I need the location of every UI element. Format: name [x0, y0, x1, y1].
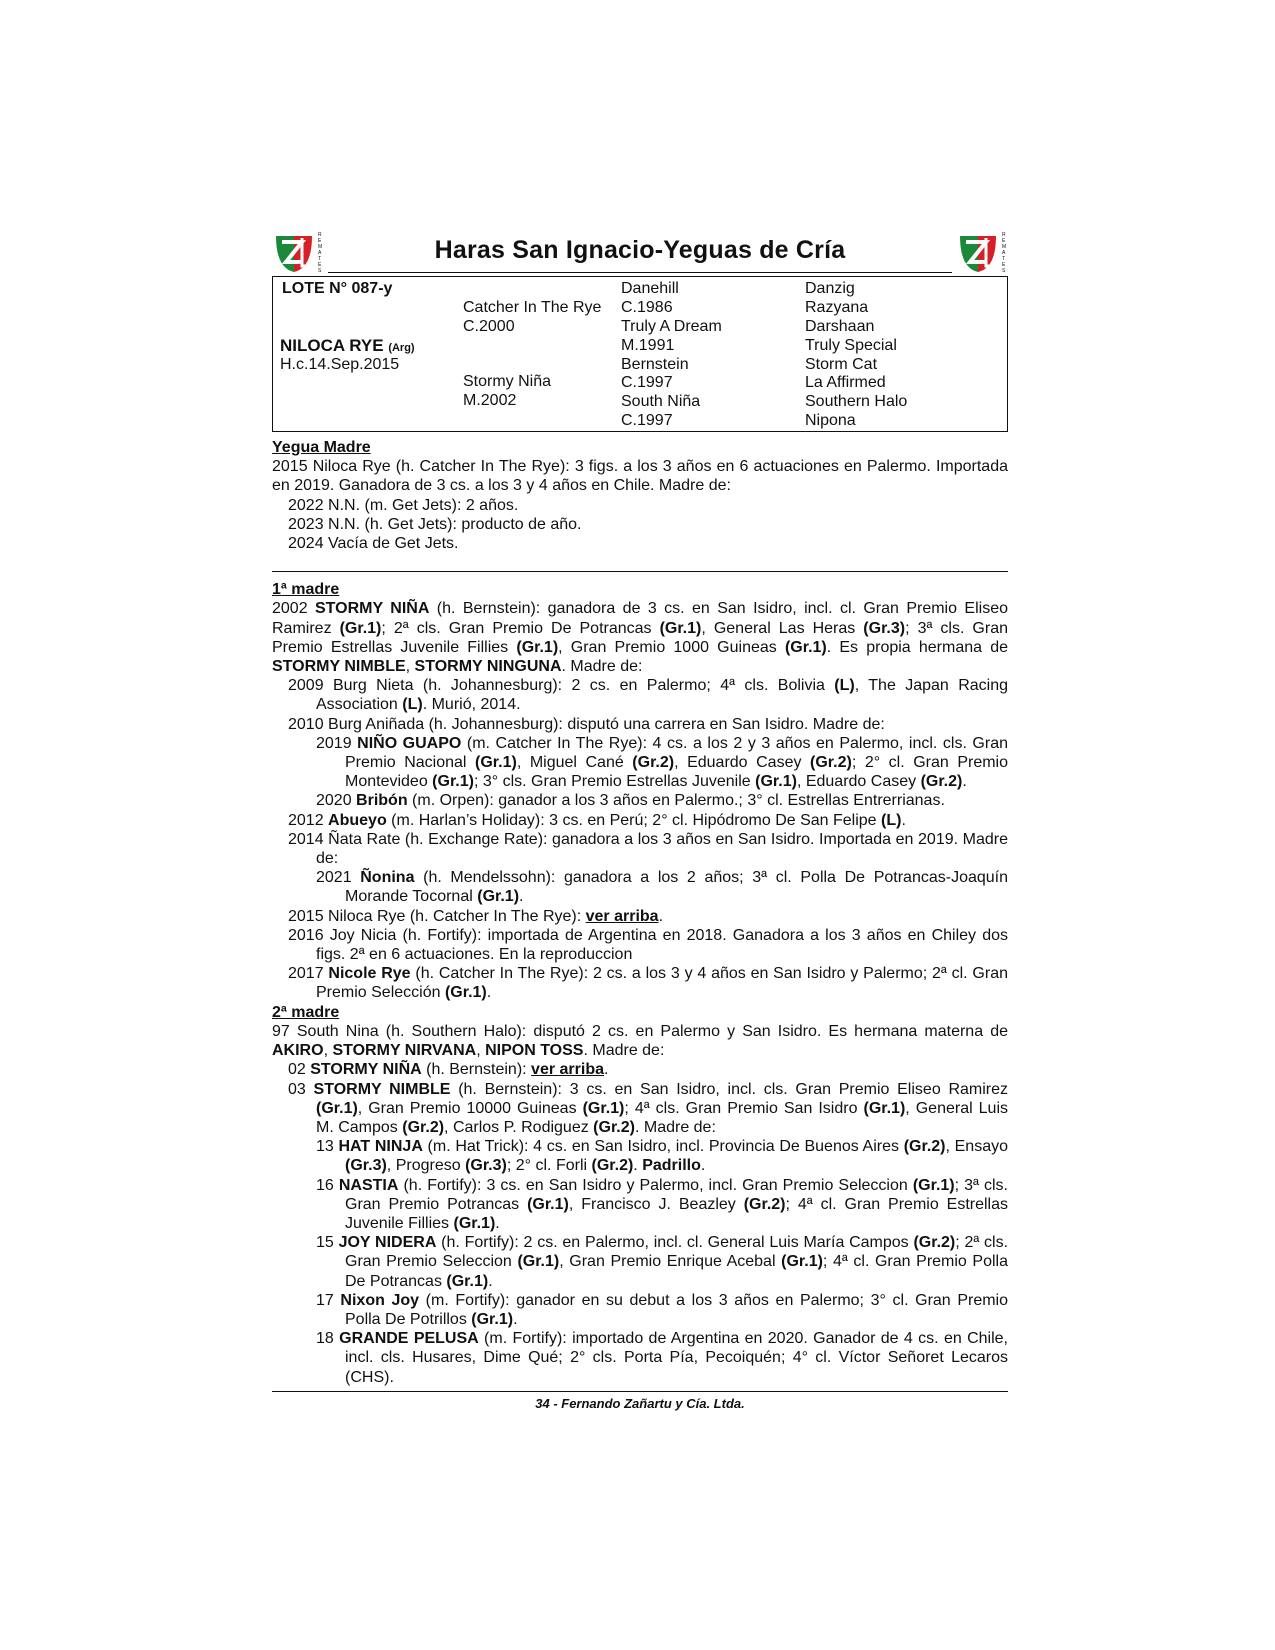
svg-text:M: M	[318, 244, 323, 250]
produce-entry: 02 STORMY NIÑA (h. Bernstein): ver arriba.	[288, 1061, 609, 1079]
sire-name: Catcher In The Rye	[463, 299, 602, 316]
pedigree-gen2: C.1997	[621, 374, 673, 391]
svg-text:R: R	[318, 232, 322, 238]
produce-entry: 2019 NIÑO GUAPO (m. Catcher In The Rye): 4 cs. a los 2 y 3 años en Palermo, incl. cls. Gran Premio Nacional (Gr.1), Miguel Cané (Gr.2), Eduardo Casey (Gr.2); 2° cl. Gran Premio Montevideo (Gr.1); 3° cls. Gran Premio Estrellas Juvenile (Gr.1), Eduardo Casey (Gr.2).	[316, 734, 1009, 791]
produce-entry: 2017 Nicole Rye (h. Catcher In The Rye): 2 cs. a los 3 y 4 años en San Isidro y Palermo; 2ª cl. Gran Premio Selección (Gr.1).	[288, 965, 1009, 1002]
dam-paragraph: 97 South Nina (h. Southern Halo): disputó 2 cs. en Palermo y San Isidro. Es hermana materna de AKIRO, STORMY NIRVANA, NIPON TOSS. Madre de:	[272, 1022, 1008, 1060]
section-heading-2a-madre: 2ª madre	[272, 1003, 340, 1021]
section-heading-yegua-madre: Yegua Madre	[272, 439, 371, 456]
pedigree-gen2: M.1991	[621, 337, 675, 354]
produce-entry: 2016 Joy Nicia (h. Fortify): importada de Argentina en 2018. Ganadora a los 3 años en Chiley dos figs. 2ª en 6 actuaciones. En la reproduccion	[288, 926, 1008, 964]
pedigree-gen3: Razyana	[805, 299, 869, 316]
pedigree-gen2: Danehill	[621, 280, 679, 297]
lot-number: LOTE N° 087-y	[282, 280, 393, 297]
horse-info: H.c.14.Sep.2015	[280, 356, 400, 373]
pedigree-gen3: Storm Cat	[805, 356, 878, 373]
pedigree-table	[272, 276, 1008, 432]
produce-entry: 2023 N.N. (h. Get Jets): producto de año.	[288, 515, 582, 533]
page-footer: 34 - Fernando Zañartu y Cía. Ltda.	[535, 1395, 745, 1411]
horse-name: NILOCA RYE (Arg)	[280, 336, 415, 355]
catalog-body	[272, 438, 1008, 1387]
footer-rule	[272, 1391, 1008, 1392]
remates-logo-icon	[956, 228, 1008, 274]
produce-entry: 17 Nixon Joy (m. Fortify): ganador en su debut a los 3 años en Palermo; 3° cl. Gran Premio Polla De Potrillos (Gr.1).	[316, 1291, 1008, 1328]
pedigree-gen2: South Niña	[621, 393, 701, 410]
dam-paragraph: 2002 STORMY NIÑA (h. Bernstein): ganadora de 3 cs. en San Isidro, incl. cl. Gran Premio Eliseo Ramirez (Gr.1); 2ª cls. Gran Premio De Potrancas (Gr.1), General Las Heras (Gr.3); 3ª cls. Gran Premio Estrellas Juvenile Fillies (Gr.1), Gran Premio 1000 Guineas (Gr.1). Es propia hermana de STORMY NIMBLE, STORMY NINGUNA. Madre de:	[272, 600, 1009, 676]
svg-text:E: E	[318, 238, 322, 244]
pedigree-gen3: Southern Halo	[805, 393, 908, 410]
page-header	[272, 224, 1008, 274]
svg-text:R: R	[1002, 232, 1006, 238]
pedigree-gen3: La Affirmed	[805, 374, 886, 391]
catalog-page	[272, 224, 1008, 1411]
produce-entry: 2022 N.N. (m. Get Jets): 2 años.	[288, 496, 519, 514]
pedigree-gen3: Darshaan	[805, 318, 875, 335]
sire-year: C.2000	[463, 318, 515, 335]
produce-entry: 2015 Niloca Rye (h. Catcher In The Rye): ver arriba.	[288, 907, 664, 925]
pedigree-gen3: Nipona	[805, 412, 856, 429]
section-divider	[272, 571, 1008, 572]
pedigree-gen2: Truly A Dream	[621, 318, 722, 335]
svg-text:A: A	[318, 250, 322, 256]
produce-entry: 03 STORMY NIMBLE (h. Bernstein): 3 cs. en San Isidro, incl. cls. Gran Premio Eliseo Ramirez (Gr.1), Gran Premio 10000 Guineas (Gr.1); 4ª cls. Gran Premio San Isidro (Gr.1), General Luis M. Campos (Gr.2), Carlos P. Rodiguez (Gr.2). Madre de:	[288, 1080, 1009, 1136]
title-underline	[328, 272, 952, 273]
produce-entry: 2024 Vacía de Get Jets.	[288, 535, 459, 553]
dam-paragraph: 2015 Niloca Rye (h. Catcher In The Rye): 3 figs. a los 3 años en 6 actuaciones en Palermo. Importada en 2019. Ganadora de 3 cs. a los 3 y 4 años en Chile. Madre de:	[272, 458, 1008, 495]
produce-entry: 18 GRANDE PELUSA (m. Fortify): importado de Argentina en 2020. Ganador de 4 cs. en Chile, incl. cls. Husares, Dime Qué; 2° cls. Porta Pía, Pecoiquén; 4° cl. Víctor Señoret Lecaros (CHS).	[316, 1330, 1008, 1386]
produce-entry: 2009 Burg Nieta (h. Johannesburg): 2 cs. en Palermo; 4ª cls. Bolivia (L), The Japan Racing Association (L). Murió, 2014.	[288, 677, 1009, 714]
produce-entry: 16 NASTIA (h. Fortify): 3 cs. en San Isidro y Palermo, incl. Gran Premio Seleccion (Gr.1); 3ª cls. Gran Premio Potrancas (Gr.1), Francisco J. Beazley (Gr.2); 4ª cl. Gran Premio Estrellas Juvenile Fillies (Gr.1).	[316, 1176, 1009, 1232]
svg-text:T: T	[318, 256, 322, 262]
pedigree-gen3: Danzig	[805, 280, 855, 297]
dam-name: Stormy Niña	[463, 373, 552, 390]
remates-logo-icon	[272, 228, 324, 274]
svg-text:S: S	[1002, 268, 1006, 274]
dam-year: M.2002	[463, 392, 517, 409]
produce-entry: 2010 Burg Aniñada (h. Johannesburg): disputó una carrera en San Isidro. Madre de:	[288, 715, 885, 733]
produce-entry: 2012 Abueyo (m. Harlan’s Holiday): 3 cs. en Perú; 2° cl. Hipódromo De San Felipe (L).	[288, 811, 906, 829]
svg-text:S: S	[318, 268, 322, 274]
section-heading-1a-madre: 1ª madre	[272, 581, 340, 599]
pedigree-gen2: C.1997	[621, 412, 673, 429]
pedigree-gen2: C.1986	[621, 299, 673, 316]
svg-text:T: T	[1002, 256, 1006, 262]
svg-text:E: E	[1002, 238, 1006, 244]
produce-entry: 2021 Ñonina (h. Mendelssohn): ganadora a los 2 años; 3ª cl. Polla De Potrancas-Joaquín Morande Tocornal (Gr.1).	[316, 869, 1009, 906]
produce-entry: 15 JOY NIDERA (h. Fortify): 2 cs. en Palermo, incl. cl. General Luis María Campos (Gr.2); 2ª cls. Gran Premio Seleccion (Gr.1), Gran Premio Enrique Acebal (Gr.1); 4ª cl. Gran Premio Polla De Potrancas (Gr.1).	[316, 1234, 1009, 1290]
produce-entry: 2020 Bribón (m. Orpen): ganador a los 3 años en Palermo.; 3° cl. Estrellas Entrerrianas.	[316, 792, 945, 810]
pedigree-gen2: Bernstein	[621, 356, 689, 373]
svg-text:E: E	[1002, 262, 1006, 268]
produce-entry: 2014 Ñata Rate (h. Exchange Rate): ganadora a los 3 años en San Isidro. Importada en 2019. Madre de:	[288, 830, 1008, 868]
page-title: Haras San Ignacio-Yeguas de Cría	[434, 236, 846, 264]
svg-text:M: M	[1002, 244, 1007, 250]
produce-entry: 13 HAT NINJA (m. Hat Trick): 4 cs. en San Isidro, incl. Provincia De Buenos Aires (Gr.2), Ensayo (Gr.3), Progreso (Gr.3); 2° cl. Forli (Gr.2). Padrillo.	[316, 1138, 1008, 1175]
svg-text:E: E	[318, 262, 322, 268]
svg-text:A: A	[1002, 250, 1006, 256]
pedigree-gen3: Truly Special	[805, 337, 897, 354]
